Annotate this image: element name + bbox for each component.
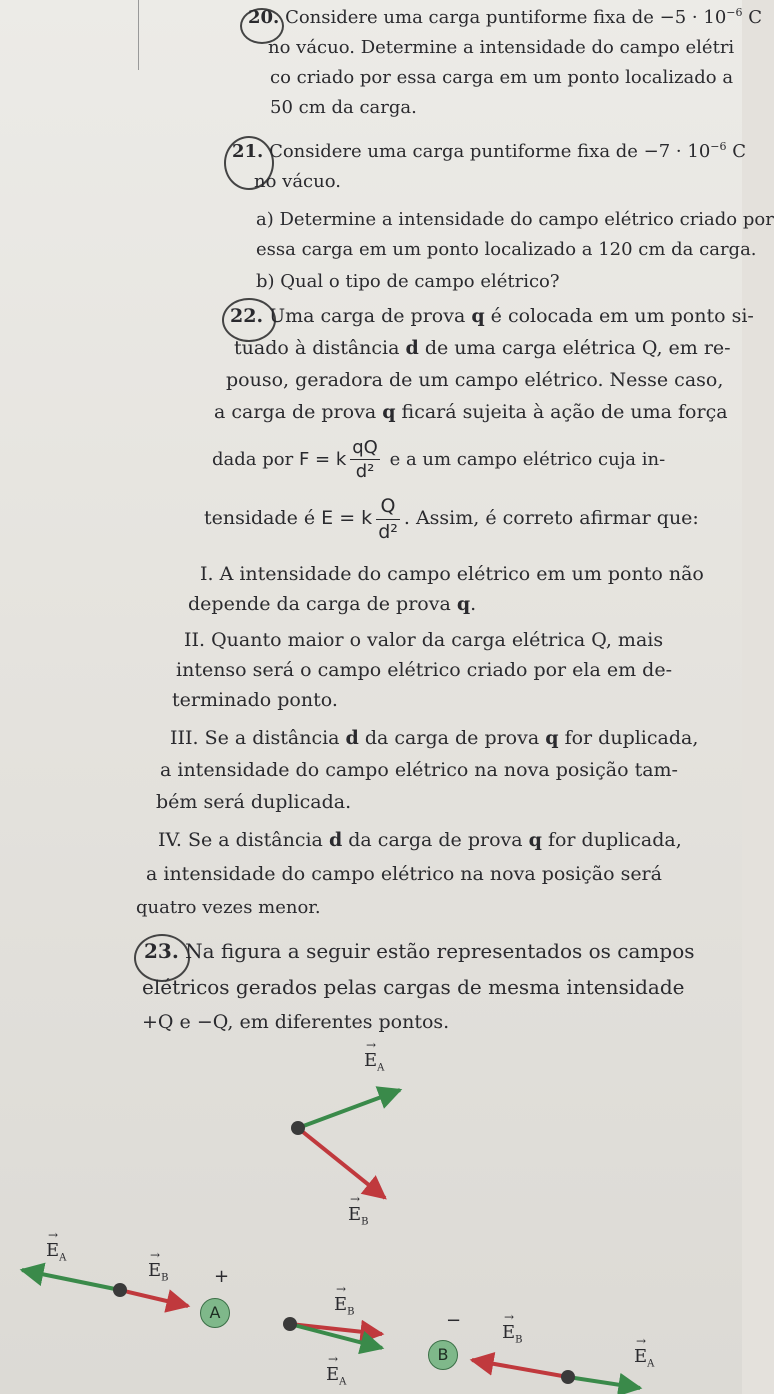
question-number: 23. [144, 939, 179, 963]
question-number: 20. [248, 7, 280, 28]
text: . Assim, é correto afirmar que: [403, 507, 699, 530]
question-20 [248, 6, 762, 29]
var-q: q [545, 727, 559, 749]
label-letter: E [634, 1346, 648, 1367]
question-20-line2: no vácuo. Determine a intensidade do campo elétri [268, 37, 735, 58]
var-d: d [345, 727, 359, 749]
question-22-line3: pouso, geradora de um campo elétrico. Nesse caso, [226, 369, 724, 391]
label-subscript: B [347, 1306, 355, 1318]
question-22-line2 [234, 336, 731, 361]
field-point-top [291, 1121, 305, 1135]
point-b-marker: B [428, 1340, 458, 1370]
question-20-line4: 50 cm da carga. [270, 97, 417, 118]
field-vector-ea-left [22, 1270, 120, 1290]
var-q: q [456, 593, 471, 615]
label-subscript: A [339, 1376, 347, 1388]
question-23-line3: +Q e −Q, em diferentes pontos. [142, 1011, 450, 1033]
question-21-item-a-1: a) Determine a intensidade do campo elétrico criado por [256, 209, 774, 230]
label-subscript: B [515, 1334, 523, 1346]
text: dada por [212, 448, 294, 470]
question-22-line5 [212, 436, 665, 484]
question-21-line2: no vácuo. [254, 171, 341, 192]
label-letter: E [148, 1260, 162, 1281]
statement-iv-3: quatro vezes menor. [136, 897, 321, 918]
numerator: Q [376, 494, 400, 520]
question-text: Considere uma carga puntiforme fixa de −7 · 10 [269, 141, 711, 162]
text: for duplicada, [541, 829, 682, 851]
negative-charge: − [446, 1310, 462, 1331]
question-text: Considere uma carga puntiforme fixa de −5 · 10 [285, 7, 727, 28]
statement-ii-1: II. Quanto maior o valor da carga elétrica Q, mais [184, 629, 664, 651]
field-vector-eb-top [298, 1128, 385, 1198]
label-letter: E [46, 1240, 60, 1261]
label-subscript: A [59, 1252, 67, 1264]
denominator: d² [378, 520, 398, 543]
statement-i-2 [188, 592, 476, 617]
field-point-middle [283, 1317, 297, 1331]
formula-field-fraction [376, 494, 400, 544]
label-ea-left: → $E_A$ [46, 1228, 67, 1264]
field-vector-eb-left [120, 1290, 188, 1306]
question-22-line6 [204, 494, 699, 544]
label-eb-top: → $E_B$ [348, 1192, 369, 1228]
label-letter: E [326, 1364, 340, 1385]
question-21-item-b: b) Qual o tipo de campo elétrico? [256, 271, 560, 292]
question-number: 21. [232, 141, 264, 162]
field-vector-ea-right [568, 1377, 640, 1388]
statement-i-1: I. A intensidade do campo elétrico em um ponto não [200, 563, 704, 585]
field-point-right [561, 1370, 575, 1384]
formula-force-fraction [350, 436, 380, 484]
unit: C [732, 141, 747, 162]
question-23-line2: elétricos gerados pelas cargas de mesma intensidade [142, 975, 685, 999]
formula-force-lhs: F = k [298, 448, 347, 470]
text: a carga de prova [214, 401, 383, 423]
margin-line [138, 0, 139, 70]
image-credit [0, 985, 39, 1015]
text: da carga de prova [342, 829, 529, 851]
text: tensidade é [204, 507, 316, 530]
text: IV. Se a distância [158, 829, 329, 851]
field-vector-ea-top [298, 1090, 400, 1128]
label-eb-left: → $E_B$ [148, 1248, 169, 1284]
question-20-line3: co criado por essa carga em um ponto localizado a [270, 67, 734, 88]
question-21 [232, 140, 746, 163]
statement-iii-3: bém será duplicada. [156, 791, 352, 813]
label-ea-top: → $E_A$ [364, 1038, 385, 1074]
label-subscript: B [361, 1216, 369, 1228]
text: Uma carga de prova [269, 305, 472, 327]
electric-field-figure [0, 1040, 742, 1394]
statement-iii-2: a intensidade do campo elétrico na nova posição tam- [160, 759, 678, 781]
question-22-line4 [214, 400, 728, 425]
label-ea-right: → $E_A$ [634, 1334, 655, 1370]
label-letter: E [348, 1204, 362, 1225]
point-a-marker: A [200, 1298, 230, 1328]
var-q: q [471, 305, 485, 327]
label-ea-middle: → $E_A$ [326, 1352, 347, 1388]
label-letter: E [502, 1322, 516, 1343]
label-subscript: B [161, 1272, 169, 1284]
question-23-line1 [144, 938, 695, 964]
exponent: −6 [710, 140, 727, 153]
question-number: 22. [230, 305, 264, 327]
text: . [470, 593, 477, 615]
label-letter: E [364, 1050, 378, 1071]
text: III. Se a distância [170, 727, 346, 749]
numerator: qQ [350, 436, 380, 460]
text: Na figura a seguir estão representados os campos [185, 939, 695, 963]
statement-ii-3: terminado ponto. [172, 689, 338, 711]
text: e a um campo elétrico cuja in- [389, 448, 666, 470]
label-eb-middle: → $E_B$ [334, 1282, 355, 1318]
positive-charge: + [214, 1266, 230, 1287]
var-q: q [528, 829, 542, 851]
question-22-line1 [230, 304, 754, 329]
denominator: d² [355, 461, 375, 483]
field-vector-eb-right [472, 1360, 568, 1377]
text: ficará sujeita à ação de uma força [395, 401, 728, 423]
label-eb-right: → $E_B$ [502, 1310, 523, 1346]
text: depende da carga de prova [188, 593, 457, 615]
var-q: q [382, 401, 396, 423]
label-subscript: A [647, 1358, 655, 1370]
label-letter: E [334, 1294, 348, 1315]
statement-ii-2: intenso será o campo elétrico criado por ela em de- [176, 659, 672, 681]
statement-iv-2: a intensidade do campo elétrico na nova posição será [146, 863, 662, 885]
label-subscript: A [377, 1062, 385, 1074]
text: tuado à distância [234, 337, 406, 359]
text: da carga de prova [358, 727, 546, 749]
text: de uma carga elétrica Q, em re- [418, 337, 731, 359]
field-point-left [113, 1283, 127, 1297]
var-d: d [405, 337, 419, 359]
formula-field-lhs: E = k [321, 507, 373, 530]
question-21-item-a-2: essa carga em um ponto localizado a 120 cm da carga. [256, 239, 757, 260]
text: for duplicada, [558, 727, 699, 749]
exponent: −6 [726, 6, 743, 19]
statement-iii-1 [170, 726, 698, 751]
text: é colocada em um ponto si- [484, 305, 754, 327]
unit: C [748, 7, 763, 28]
var-d: d [328, 829, 343, 851]
statement-iv-1 [158, 828, 682, 853]
